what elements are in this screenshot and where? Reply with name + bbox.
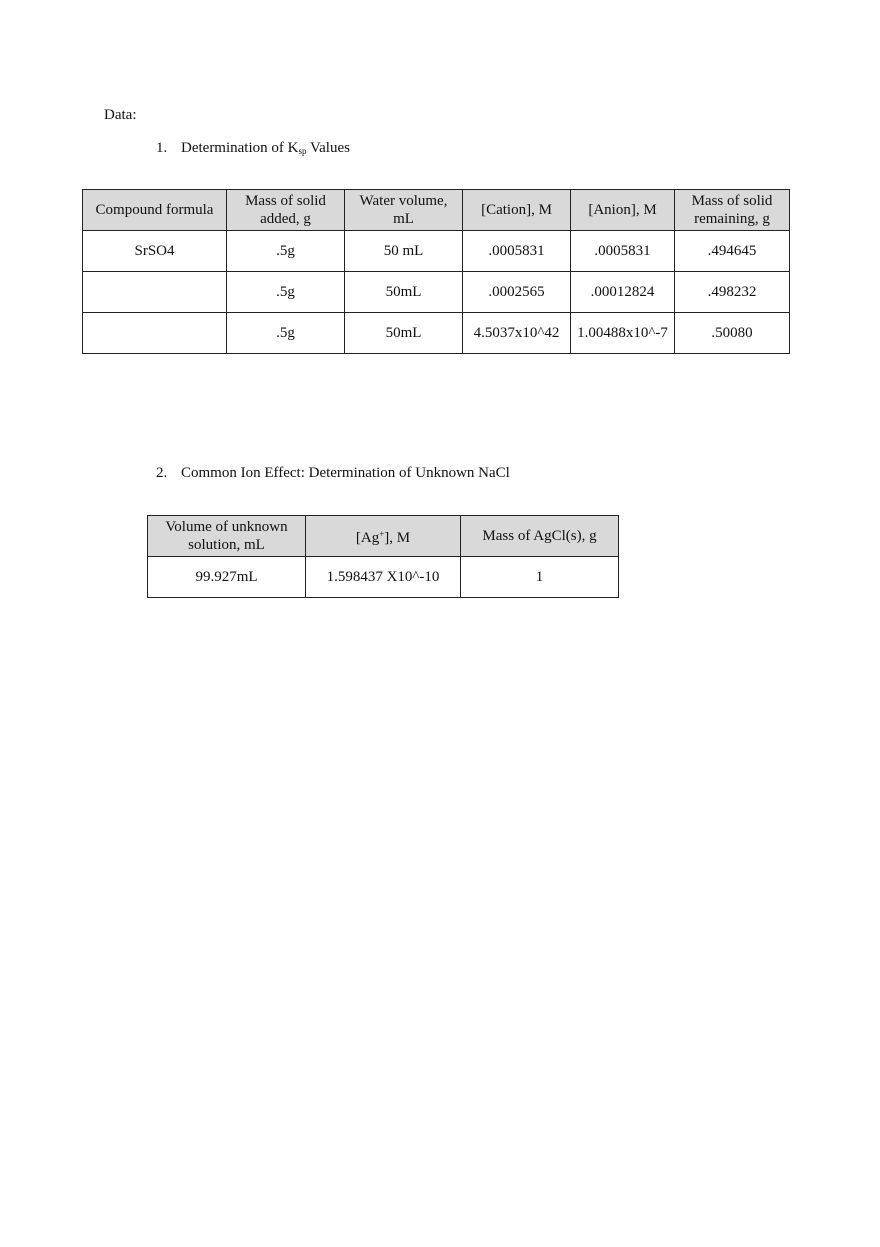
table-cell [83, 313, 227, 354]
section-2-heading [156, 463, 510, 483]
header-ag-concentration [306, 516, 461, 557]
section-1-title-suffix: Values [306, 140, 350, 156]
table-cell: 50mL [345, 313, 463, 354]
table-header-row [148, 516, 619, 557]
table-cell: 99.927mL [148, 557, 306, 598]
data-label: Data: [104, 107, 137, 123]
header-ag-suffix: ], M [384, 530, 411, 546]
header-cation: [Cation], M [463, 190, 571, 231]
table-header-row [83, 190, 790, 231]
table-row [83, 313, 790, 354]
section-1-heading [156, 138, 350, 161]
table-cell: 4.5037x10^42 [463, 313, 571, 354]
header-volume-unknown: Volume of unknown solution, mL [148, 516, 306, 557]
table-cell: .00012824 [571, 272, 675, 313]
table-row [83, 272, 790, 313]
section-2-title: Common Ion Effect: Determination of Unknown NaCl [181, 465, 510, 481]
header-mass-remaining: Mass of solid remaining, g [675, 190, 790, 231]
header-ag-prefix: [Ag [355, 530, 380, 546]
header-compound-formula: Compound formula [83, 190, 227, 231]
table-cell: .494645 [675, 231, 790, 272]
nacl-table [147, 515, 619, 598]
header-mass-added: Mass of solid added, g [227, 190, 345, 231]
section-1-number: 1. [156, 140, 168, 156]
header-ag-superscript: + [379, 529, 385, 539]
table-cell: .0005831 [463, 231, 571, 272]
table-cell: .50080 [675, 313, 790, 354]
table-cell: .498232 [675, 272, 790, 313]
table-cell: 1.00488x10^-7 [571, 313, 675, 354]
ksp-table [82, 189, 790, 354]
section-2-number: 2. [156, 465, 168, 481]
header-water-volume: Water volume, mL [345, 190, 463, 231]
section-1-title-subscript: sp [298, 146, 307, 156]
table-cell: 50mL [345, 272, 463, 313]
section-1-title-prefix: Determination of K [181, 140, 299, 156]
table-row [83, 231, 790, 272]
table-cell: .5g [227, 313, 345, 354]
table-cell: .5g [227, 272, 345, 313]
table-cell: SrSO4 [83, 231, 227, 272]
table-cell: 1 [461, 557, 619, 598]
table-cell: .0005831 [571, 231, 675, 272]
table-cell: 1.598437 X10^-10 [306, 557, 461, 598]
header-mass-agcl: Mass of AgCl(s), g [461, 516, 619, 557]
table-cell: .0002565 [463, 272, 571, 313]
table-cell: .5g [227, 231, 345, 272]
table-row [148, 557, 619, 598]
table-cell [83, 272, 227, 313]
table-cell: 50 mL [345, 231, 463, 272]
header-anion: [Anion], M [571, 190, 675, 231]
